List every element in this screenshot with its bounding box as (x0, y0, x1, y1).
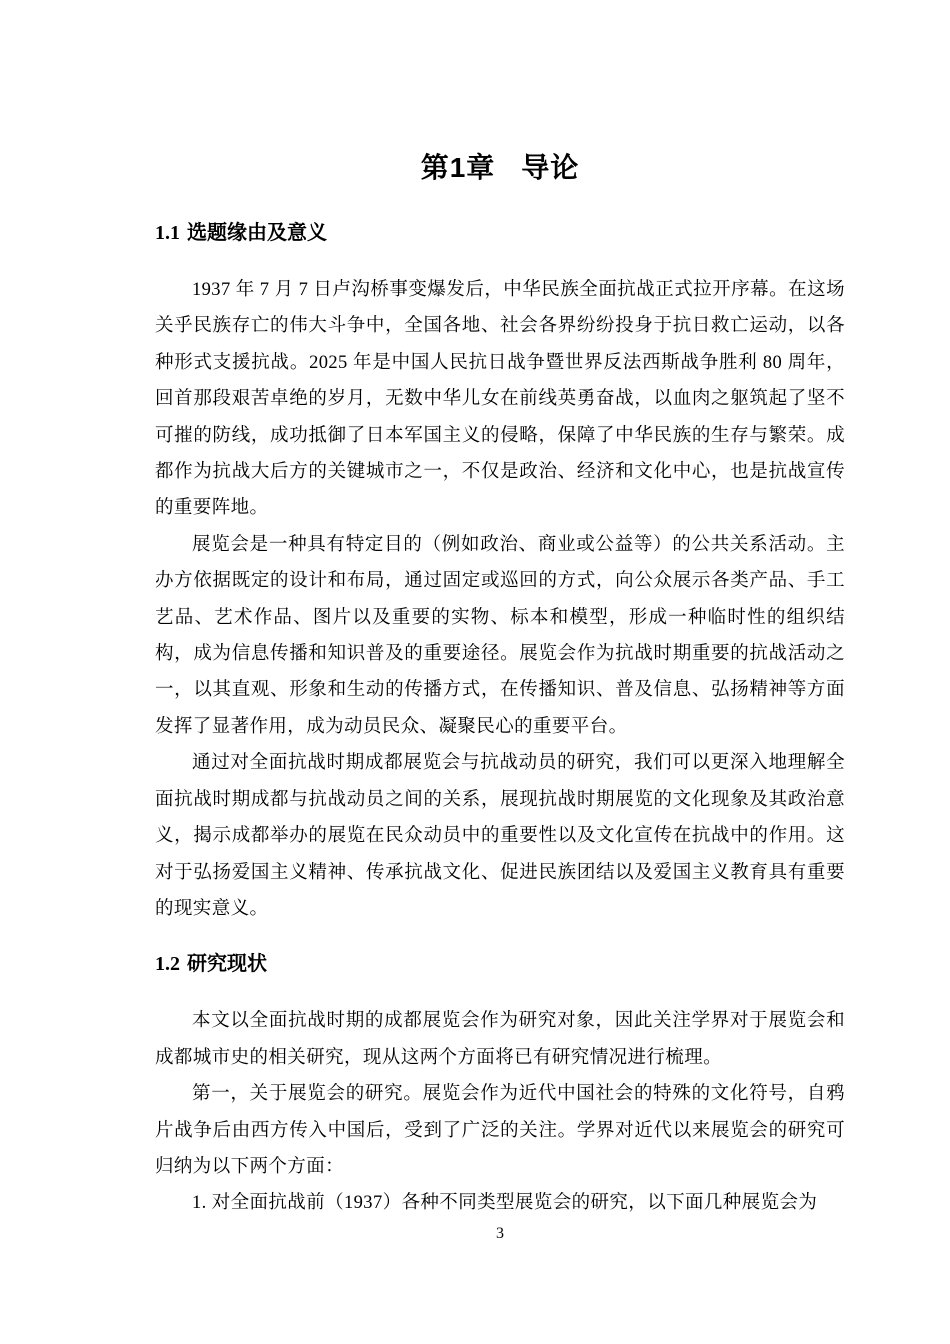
paragraph: 1. 对全面抗战前（1937）各种不同类型展览会的研究，以下面几种展览会为 (192, 1193, 818, 1214)
section-title: 研究现状 (187, 953, 267, 976)
chapter-heading (155, 150, 845, 186)
paragraph: 通过对全面抗战时期成都展览会与抗战动员的研究，我们可以更深入地理解全面抗战时期成都与抗战动员之间的关系，展现抗战时期展览的文化现象及其政治意义，揭示成都举办的展览在民众动员中的重要性以及文化宣传在抗战中的作用。这对于弘扬爱国主义精神、传承抗战文化、促进民族团结以及爱国主义教育具有重要的现实意义。 (155, 753, 845, 919)
chapter-title-text: 导论 (521, 152, 580, 183)
chapter-number: 第1章 (420, 152, 496, 183)
section-number: 1.2 (155, 953, 180, 976)
paragraph: 第一，关于展览会的研究。展览会作为近代中国社会的特殊的文化符号，自鸦片战争后由西方传入中国后，受到了广泛的关注。学界对近代以来展览会的研究可归纳为以下两个方面： (155, 1084, 845, 1177)
section-heading-1-2 (155, 951, 845, 977)
page-number: 3 (496, 1225, 504, 1242)
paragraph: 展览会是一种具有特定目的（例如政治、商业或公益等）的公共关系活动。主办方依据既定的设计和布局，通过固定或巡回的方式，向公众展示各类产品、手工艺品、艺术作品、图片以及重要的实物、标本和模型，形成一种临时性的组织结构，成为信息传播和知识普及的重要途径。展览会作为抗战时期重要的抗战活动之一，以其直观、形象和生动的传播方式，在传播知识、普及信息、弘扬精神等方面发挥了显著作用，成为动员民众、凝聚民心的重要平台。 (155, 534, 845, 737)
paragraph: 本文以全面抗战时期的成都展览会作为研究对象，因此关注学界对于展览会和成都城市史的相关研究，现从这两个方面将已有研究情况进行梳理。 (155, 1011, 845, 1068)
section-1-1-body (155, 272, 845, 927)
section-heading-1-1 (155, 220, 845, 246)
section-title: 选题缘由及意义 (187, 222, 327, 244)
section-number: 1.1 (155, 222, 180, 244)
section-1-2-body (155, 1003, 845, 1221)
paragraph: 1937 年 7 月 7 日卢沟桥事变爆发后，中华民族全面抗战正式拉开序幕。在这场关乎民族存亡的伟大斗争中，全国各地、社会各界纷纷投身于抗日救亡运动，以各种形式支援抗战。2025 年是中国人民抗日战争暨世界反法西斯战争胜利 80 周年，回首那段艰苦卓绝的岁月，无数中华儿女在前线英勇奋战，以血肉之躯筑起了坚不可摧的防线，成功抵御了日本军国主义的侵略，保障了中华民族的生存与繁荣。成都作为抗战大后方的关键城市之一，不仅是政治、经济和文化中心，也是抗战宣传的重要阵地。 (155, 280, 845, 519)
